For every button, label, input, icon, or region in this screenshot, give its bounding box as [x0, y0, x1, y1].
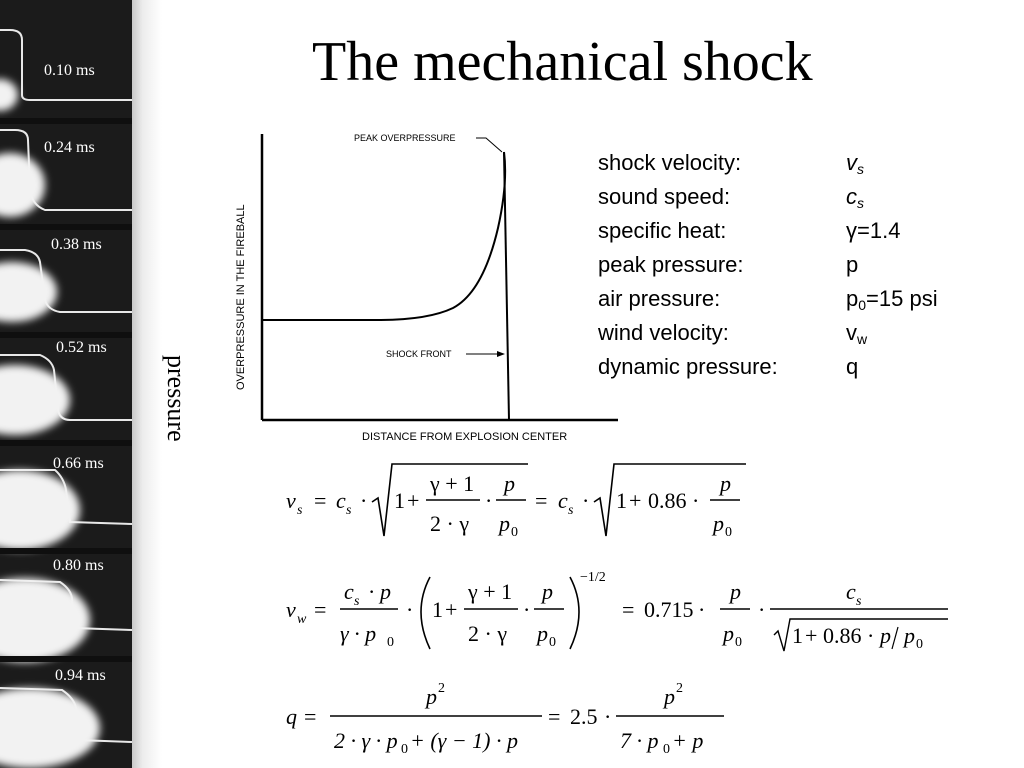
svg-text:p: p	[380, 579, 391, 604]
svg-text:·: ·	[867, 623, 875, 648]
svg-text:0: 0	[387, 635, 394, 650]
svg-text:·: ·	[485, 488, 493, 513]
svg-text:p: p	[904, 623, 915, 648]
svg-text:0: 0	[916, 637, 923, 652]
svg-text:c: c	[558, 488, 568, 513]
svg-text:s: s	[568, 503, 574, 518]
svg-text:=: =	[548, 704, 561, 729]
svg-text:0.715: 0.715	[644, 597, 694, 622]
svg-text:0.86: 0.86	[823, 623, 862, 648]
param-symbol: $p_0=15$ psi	[846, 286, 938, 313]
svg-text:·: ·	[698, 597, 706, 622]
svg-text:2: 2	[676, 681, 683, 696]
svg-text:·: ·	[406, 597, 414, 622]
svg-text:2.5: 2.5	[570, 704, 598, 729]
param-name: peak pressure:	[598, 252, 744, 277]
svg-text:v: v	[286, 597, 296, 622]
svg-text:v: v	[286, 488, 296, 513]
svg-text:s: s	[297, 503, 303, 518]
param-symbol: $c_s$	[846, 184, 864, 211]
film-strip	[0, 0, 132, 768]
param-name: wind velocity:	[598, 320, 729, 345]
svg-text:·: ·	[604, 704, 612, 729]
arrowhead-icon	[497, 351, 505, 357]
frame-time-label: 0.66 ms	[53, 455, 104, 472]
param-name: specific heat:	[598, 218, 727, 243]
svg-text:=: =	[535, 488, 548, 513]
svg-text:+ p: + p	[672, 728, 704, 753]
svg-text:p: p	[664, 684, 675, 709]
svg-text:+: +	[407, 488, 420, 513]
param-symbol: q	[846, 354, 859, 379]
svg-text:1: 1	[394, 488, 405, 513]
svg-text:p: p	[542, 579, 553, 604]
svg-text:p: p	[880, 623, 891, 648]
svg-text:p: p	[720, 471, 731, 496]
svg-text:7 · p: 7 · p	[620, 728, 659, 753]
svg-text:γ · p: γ · p	[340, 621, 377, 646]
overpressure-graph-svg	[228, 108, 623, 448]
svg-text:+: +	[445, 597, 458, 622]
param-name: dynamic pressure:	[598, 354, 778, 379]
svg-text:γ + 1: γ + 1	[430, 471, 475, 496]
svg-text:1: 1	[616, 488, 627, 513]
frame-time-label: 0.52 ms	[56, 339, 107, 356]
svg-text:+: +	[629, 488, 642, 513]
svg-text:0.86: 0.86	[648, 488, 687, 513]
svg-text:0: 0	[735, 635, 742, 650]
svg-text:c: c	[336, 488, 346, 513]
svg-text:p: p	[504, 471, 515, 496]
svg-text:p: p	[537, 621, 548, 646]
frame-time-label: 0.24 ms	[44, 139, 95, 156]
svg-text:γ + 1: γ + 1	[468, 579, 513, 604]
param-symbol: p	[846, 252, 859, 277]
svg-text:·: ·	[758, 597, 766, 622]
svg-text:p: p	[730, 579, 741, 604]
param-name: sound speed:	[598, 184, 731, 209]
svg-text:p: p	[426, 684, 437, 709]
svg-text:0: 0	[725, 525, 732, 540]
svg-text:·: ·	[523, 597, 531, 622]
svg-text:·: ·	[368, 579, 376, 604]
svg-text:c: c	[344, 579, 354, 604]
svg-text:0: 0	[401, 742, 408, 757]
frame-time-label: 0.38 ms	[51, 236, 102, 253]
svg-text:2 · γ: 2 · γ	[430, 511, 470, 536]
svg-text:q: q	[286, 704, 297, 729]
svg-text:p: p	[499, 511, 510, 536]
y-axis-label: OVERPRESSURE IN THE FIREBALL	[235, 204, 247, 390]
param-symbol: $v_s$	[846, 150, 864, 177]
pressure-curve	[262, 152, 505, 320]
svg-text:w: w	[297, 612, 307, 627]
overpressure-graph	[228, 108, 623, 448]
param-name: shock velocity:	[598, 150, 742, 175]
page-title: The mechanical shock	[312, 31, 813, 93]
svg-text:1: 1	[792, 623, 803, 648]
svg-text:0: 0	[663, 742, 670, 757]
svg-text:p: p	[713, 511, 724, 536]
svg-text:2: 2	[438, 681, 445, 696]
svg-text:0: 0	[511, 525, 518, 540]
svg-text:p: p	[723, 621, 734, 646]
x-axis-label: DISTANCE FROM EXPLOSION CENTER	[362, 431, 568, 443]
peak-leader-line	[476, 138, 502, 152]
svg-text:2 · γ · p: 2 · γ · p	[334, 728, 398, 753]
fireball-frames-image	[0, 0, 132, 768]
param-name: air pressure:	[598, 286, 721, 311]
svg-text:c: c	[846, 579, 856, 604]
param-symbol: γ=1.4	[846, 218, 901, 243]
svg-text:·: ·	[692, 488, 700, 513]
frame-time-label: 0.94 ms	[55, 667, 106, 684]
svg-text:0: 0	[549, 635, 556, 650]
peak-overpressure-label: PEAK OVERPRESSURE	[354, 133, 456, 143]
svg-text:=: =	[304, 704, 317, 729]
shock-front-line	[504, 152, 509, 420]
svg-text:s: s	[856, 594, 862, 609]
film-strip-edge	[132, 0, 162, 768]
svg-text:+: +	[805, 623, 818, 648]
param-symbol: $v_w$	[846, 320, 868, 347]
svg-text:=: =	[314, 597, 327, 622]
svg-text:=: =	[622, 597, 635, 622]
frame-time-label: 0.10 ms	[44, 62, 95, 79]
svg-text:−1/2: −1/2	[580, 570, 606, 585]
svg-text:+ (γ − 1) · p: + (γ − 1) · p	[410, 728, 519, 753]
shock-front-label: SHOCK FRONT	[386, 349, 452, 359]
svg-text:s: s	[354, 594, 360, 609]
svg-text:=: =	[314, 488, 327, 513]
svg-text:·: ·	[582, 488, 590, 513]
svg-text:·: ·	[360, 488, 368, 513]
svg-text:1: 1	[432, 597, 443, 622]
pressure-label: pressure	[162, 355, 191, 442]
svg-text:2 · γ: 2 · γ	[468, 621, 508, 646]
svg-text:s: s	[346, 503, 352, 518]
frame-time-label: 0.80 ms	[53, 557, 104, 574]
